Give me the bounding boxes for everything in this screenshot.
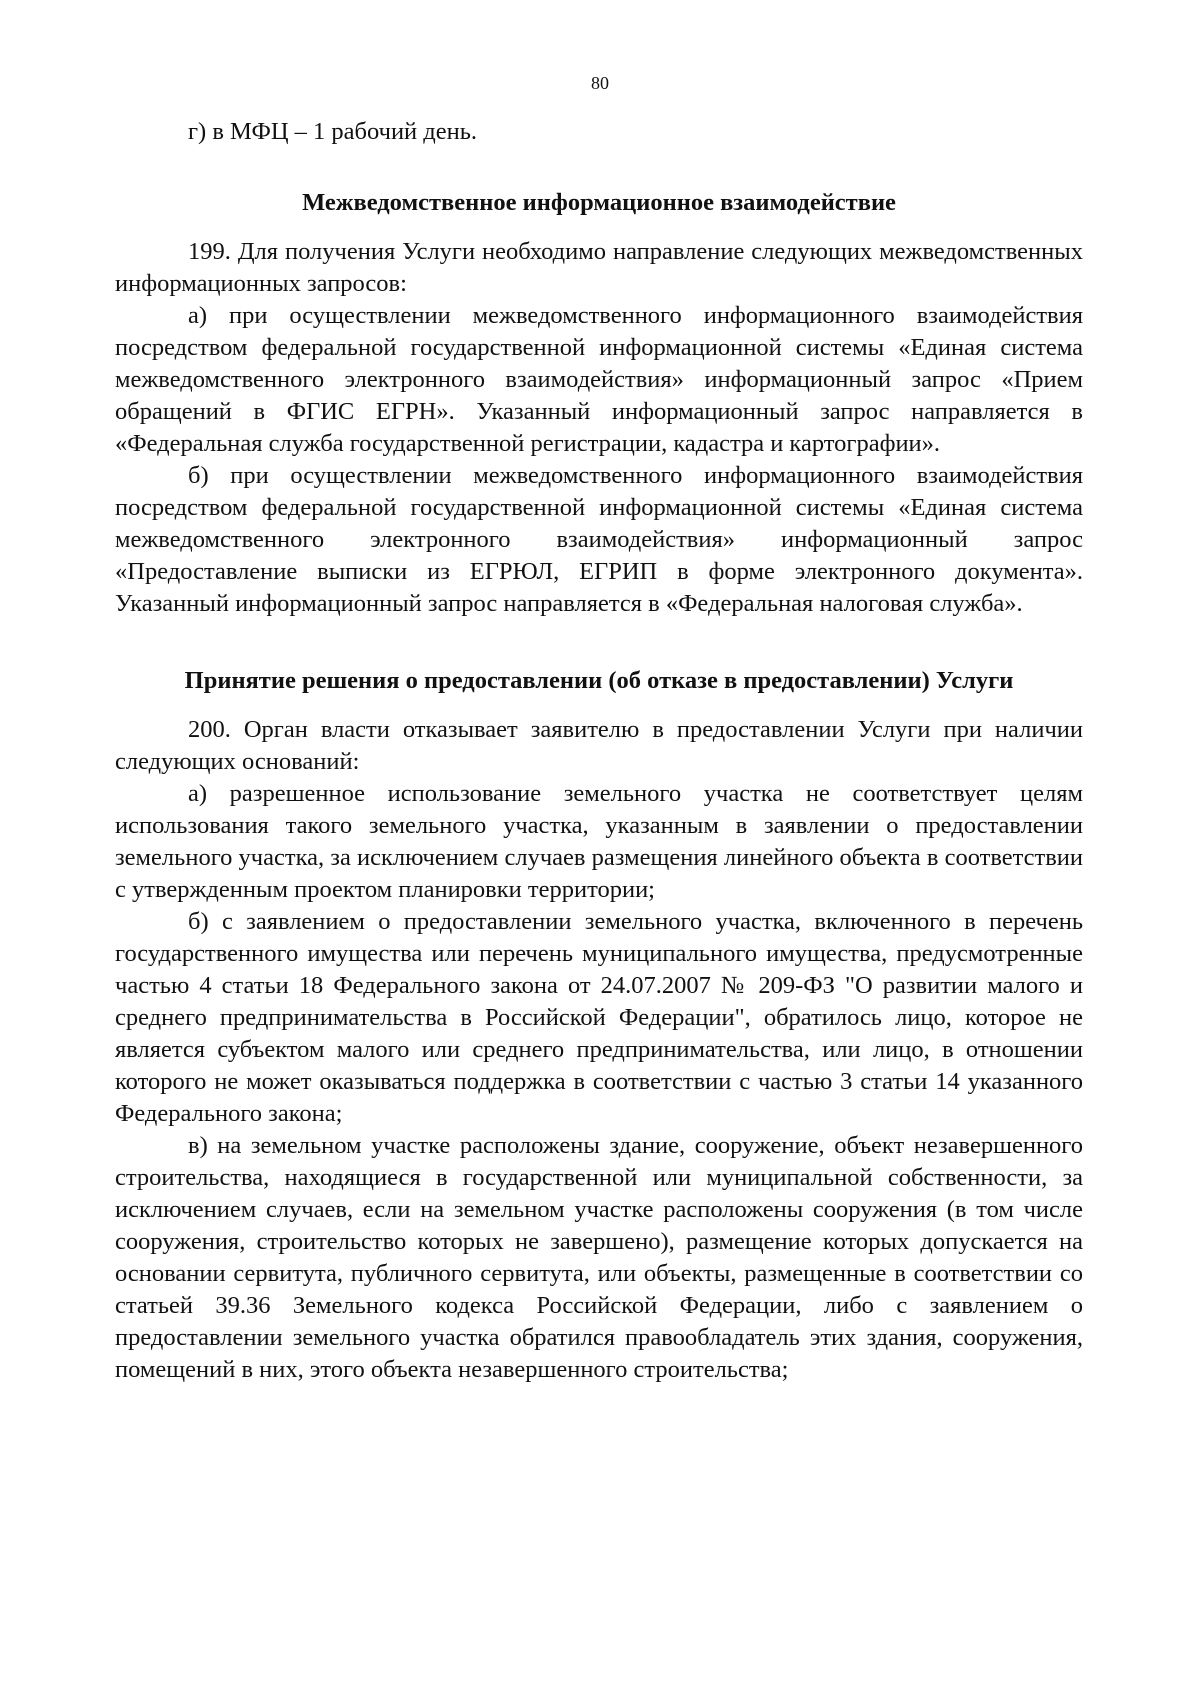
paragraph-199-a: а) при осуществлении межведомственного информационного взаимодействия посредством федеральной государственной информационной системы «Единая система межведомственного электронного взаимодействия» информационный запрос «Прием обращений в ФГИС ЕГРН». Указанный информационный запрос направляется в «Федеральная служба государственной регистрации, кадастра и картографии». (115, 302, 1083, 457)
paragraph-200-b: б) с заявлением о предоставлении земельного участка, включенного в перечень государственного имущества или перечень муниципального имущества, предусмотренные частью 4 статьи 18 Федерального закона от 24.07.2007 № 209-ФЗ "О развитии малого и среднего предпринимательства в Российской Федерации", обратилось лицо, которое не является субъектом малого или среднего предпринимательства, или лицо, в отношении которого не может оказываться поддержка в соответствии с частью 3 статьи 14 указанного Федерального закона; (115, 908, 1083, 1127)
section-heading-interagency: Межведомственное информационное взаимодействие (302, 189, 896, 216)
page-number: 80 (591, 73, 609, 93)
paragraph-200-v: в) на земельном участке расположены здание, сооружение, объект незавершенного строительства, находящиеся в государственной или муниципальной собственности, за исключением случаев, если на земельном участке расположены сооружения (в том числе сооружения, строительство которых не завершено), размещение которых допускается на основании сервитута, публичного сервитута, или объекты, размещенные в соответствии со статьей 39.36 Земельного кодекса Российской Федерации, либо с заявлением о предоставлении земельного участка обратился правообладатель этих здания, сооружения, помещений в них, этого объекта незавершенного строительства; (115, 1132, 1083, 1383)
paragraph-200: 200. Орган власти отказывает заявителю в предоставлении Услуги при наличии следующих оснований: (115, 716, 1083, 775)
paragraph-199: 199. Для получения Услуги необходимо направление следующих межведомственных информационных запросов: (115, 238, 1083, 297)
paragraph-g-mfc: г) в МФЦ – 1 рабочий день. (188, 118, 478, 145)
paragraph-200-a: а) разрешенное использование земельного участка не соответствует целям использования такого земельного участка, указанным в заявлении о предоставлении земельного участка, за исключением случаев размещения линейного объекта в соответствии с утвержденным проектом планировки территории; (115, 780, 1083, 903)
paragraph-199-b: б) при осуществлении межведомственного информационного взаимодействия посредством федеральной государственной информационной системы «Единая система межведомственного электронного взаимодействия» информационный запрос «Предоставление выписки из ЕГРЮЛ, ЕГРИП в форме электронного документа». Указанный информационный запрос направляется в «Федеральная налоговая служба». (115, 462, 1083, 617)
document-body (115, 116, 1083, 1386)
section-heading-decision: Принятие решения о предоставлении (об отказе в предоставлении) Услуги (184, 667, 1014, 694)
